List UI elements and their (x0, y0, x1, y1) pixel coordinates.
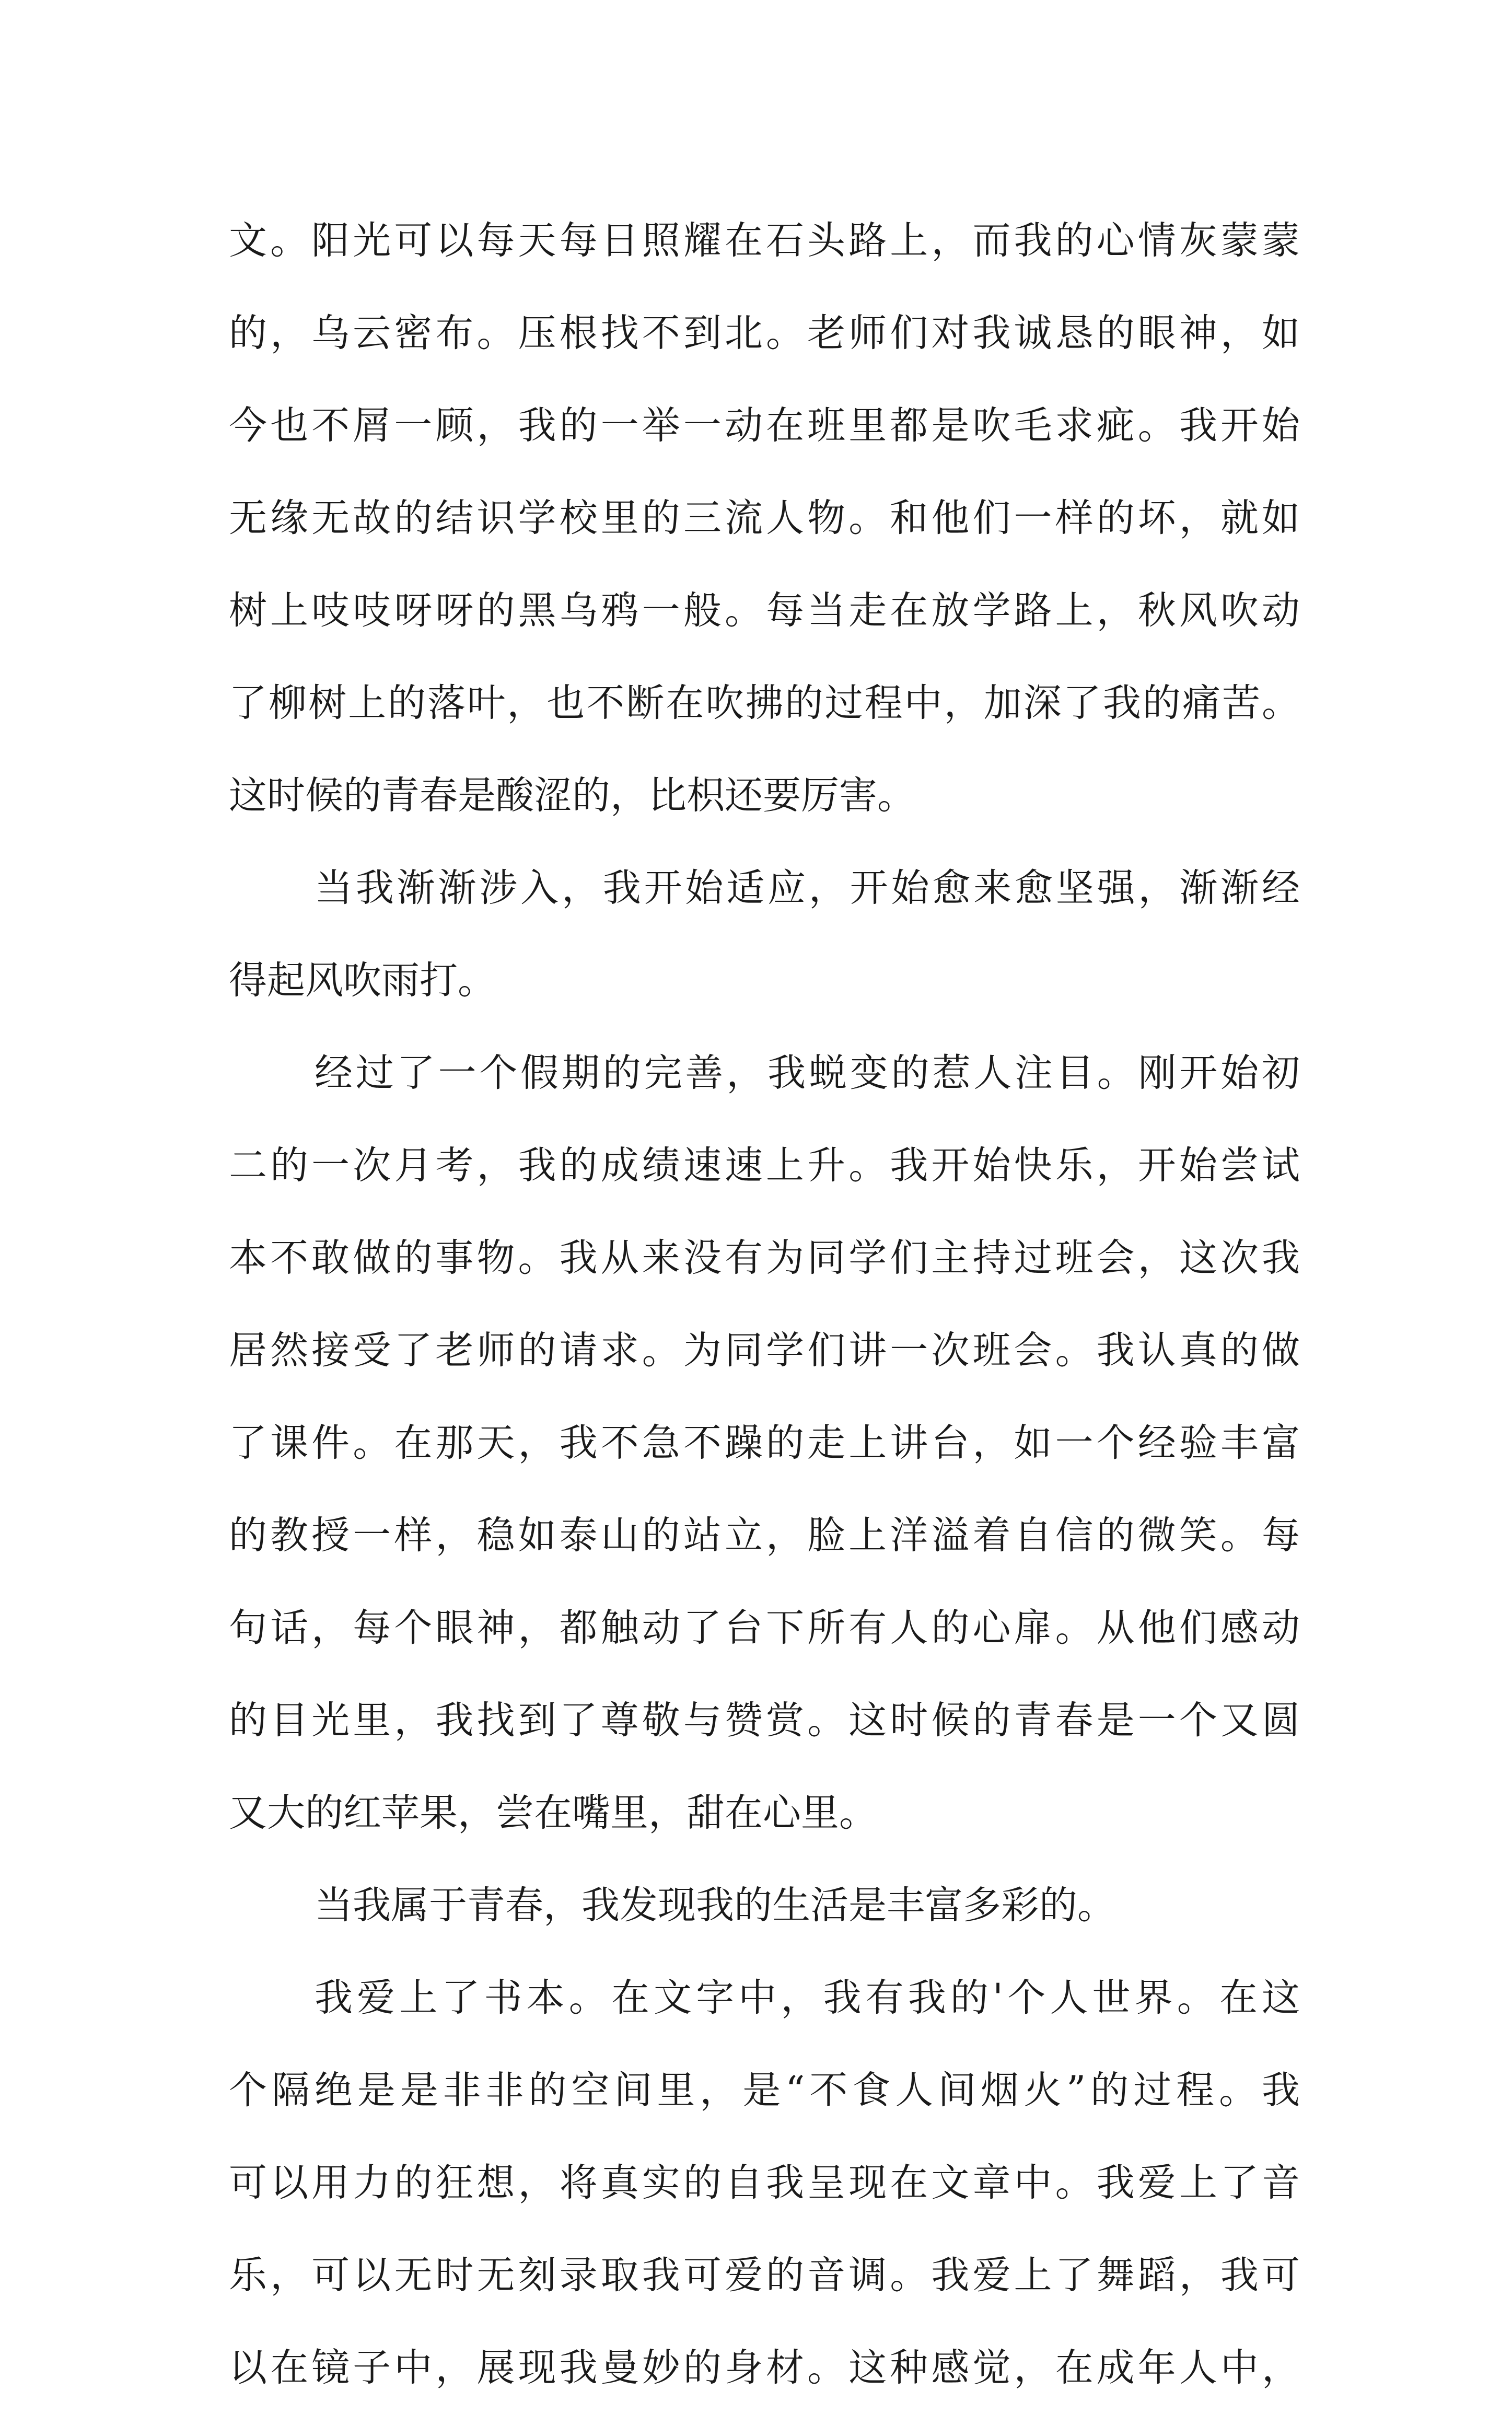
text-line: 无缘无故的结识学校里的三流人物。和他们一样的坏，就如 (229, 496, 1300, 540)
text-line: 居然接受了老师的请求。为同学们讲一次班会。我认真的做 (229, 1328, 1300, 1373)
text-line: 个隔绝是是非非的空间里，是“不食人间烟火”的过程。我 (229, 2068, 1300, 2113)
text-line: 得起风吹雨打。 (229, 958, 496, 1003)
text-line: 了课件。在那天，我不急不躁的走上讲台，如一个经验丰富 (229, 1421, 1300, 1465)
text-line: 的教授一样，稳如泰山的站立，脸上洋溢着自信的微笑。每 (229, 1513, 1300, 1558)
text-line: 二的一次月考，我的成绩速速上升。我开始快乐，开始尝试 (229, 1143, 1300, 1188)
document-page (229, 194, 1300, 2414)
text-line: 树上吱吱呀呀的黑乌鸦一般。每当走在放学路上，秋风吹动 (229, 588, 1300, 633)
text-line: 句话，每个眼神，都触动了台下所有人的心扉。从他们感动 (229, 1606, 1300, 1650)
text-line: 当我属于青春，我发现我的生活是丰富多彩的。 (315, 1883, 1115, 1928)
text-line: 可以用力的狂想，将真实的自我呈现在文章中。我爱上了音 (229, 2161, 1300, 2205)
text-line: 了柳树上的落叶，也不断在吹拂的过程中，加深了我的痛苦。 (229, 681, 1300, 725)
text-line: 这时候的青春是酸涩的，比枳还要厉害。 (229, 773, 915, 818)
text-line: 乐，可以无时无刻录取我可爱的音调。我爱上了舞蹈，我可 (229, 2253, 1300, 2297)
text-line: 我爱上了书本。在文字中，我有我的'个人世界。在这 (315, 1976, 1300, 2020)
text-line: 的，乌云密布。压根找不到北。老师们对我诚恳的眼神，如 (229, 311, 1300, 355)
text-line: 以在镜子中，展现我曼妙的身材。这种感觉，在成年人中， (229, 2346, 1300, 2390)
text-line: 文。阳光可以每天每日照耀在石头路上，而我的心情灰蒙蒙 (229, 218, 1300, 263)
text-line: 又大的红苹果，尝在嘴里，甜在心里。 (229, 1791, 877, 1835)
text-line: 今也不屑一顾，我的一举一动在班里都是吹毛求疵。我开始 (229, 403, 1300, 448)
text-line: 的目光里，我找到了尊敬与赞赏。这时候的青春是一个又圆 (229, 1698, 1300, 1743)
text-line: 本不敢做的事物。我从来没有为同学们主持过班会，这次我 (229, 1236, 1300, 1280)
text-line: 当我渐渐涉入，我开始适应，开始愈来愈坚强，渐渐经 (315, 866, 1300, 910)
text-line: 经过了一个假期的完善，我蜕变的惹人注目。刚开始初 (315, 1051, 1300, 1095)
